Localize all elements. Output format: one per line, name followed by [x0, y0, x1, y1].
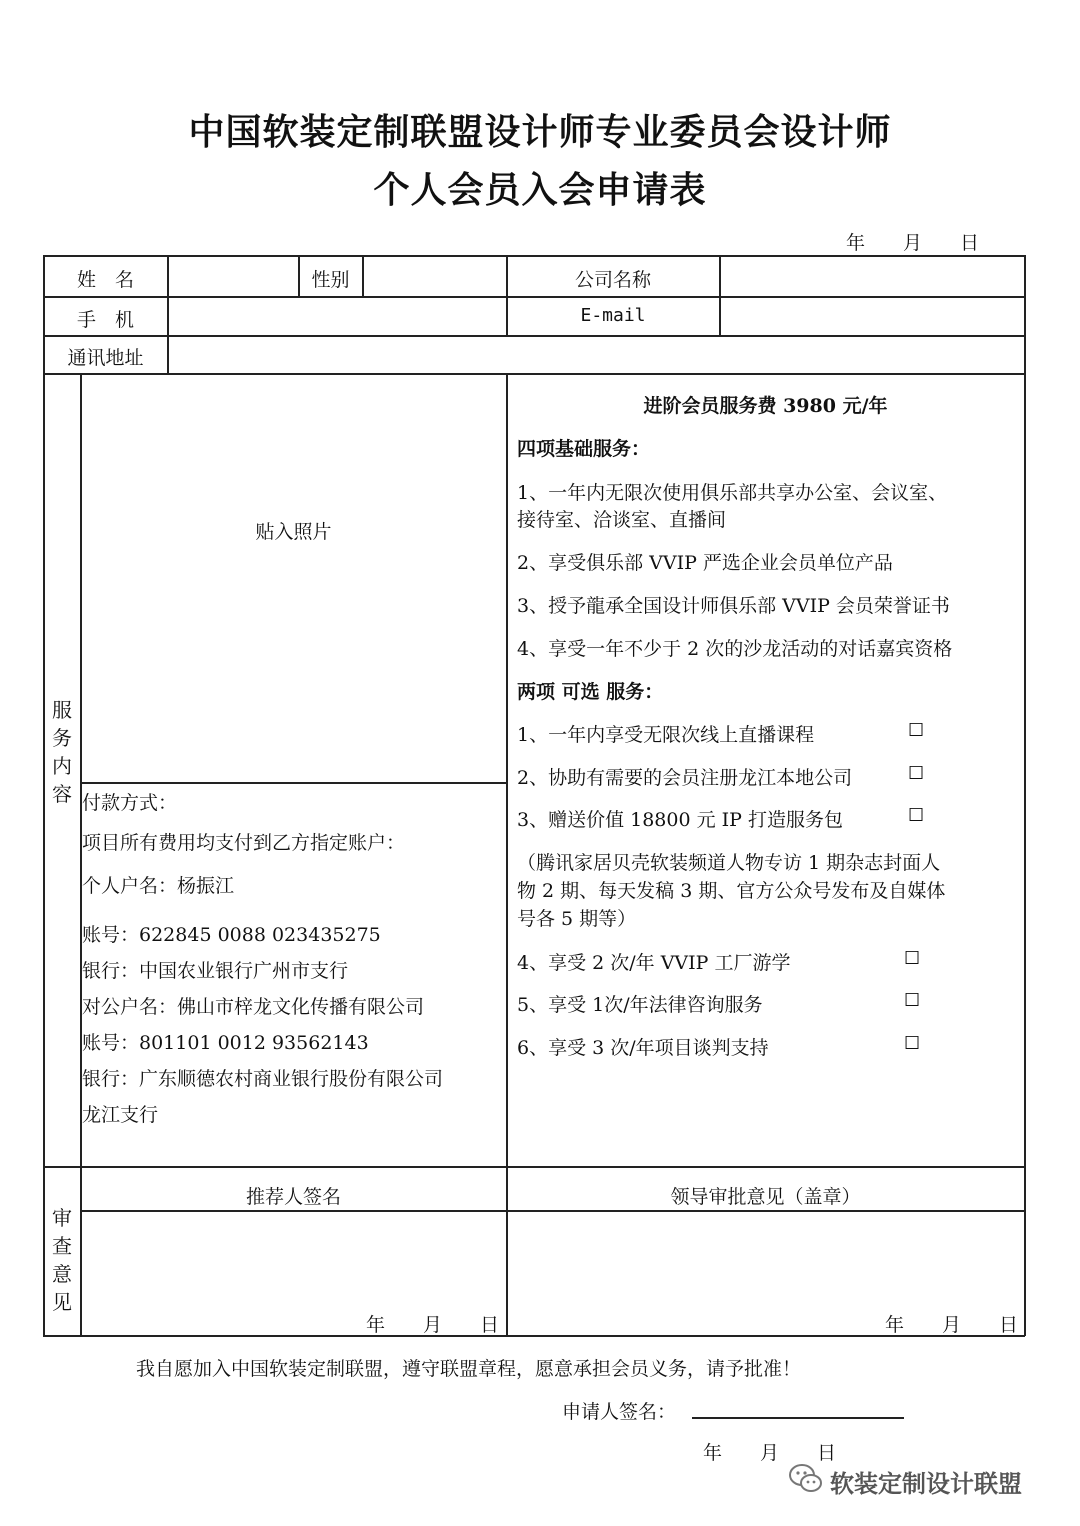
payment-line-2: 个人户名：杨振江 — [82, 875, 235, 897]
payment-title: 付款方式： — [82, 792, 178, 814]
optional-item-5: 5、享受 1次/年法律咨询服务 — [517, 994, 763, 1016]
payment-line-6: 账号：801101 0012 93562143 — [82, 1032, 369, 1054]
applicant-signature-label: 申请人签名： — [562, 1401, 677, 1423]
referrer-signature-area[interactable] — [82, 1212, 505, 1306]
optional-item-3: 3、赠送价值 18800 元 IP 打造服务包 — [517, 809, 843, 831]
optional-note-line-1: （腾讯家居贝壳软装频道人物专访 1 期杂志封面人 — [517, 852, 941, 874]
address-field[interactable] — [169, 337, 1023, 372]
optional-item-6-checkbox[interactable]: ☐ — [904, 1033, 921, 1054]
payment-line-8: 龙江支行 — [82, 1104, 159, 1126]
statement-text: 我自愿加入中国软装定制联盟，遵守联盟章程，愿意承担会员义务，请予批准！ — [136, 1358, 802, 1380]
applicant-signature-line[interactable] — [692, 1417, 904, 1419]
service-side-label: 服 务 内 容 — [52, 698, 72, 806]
optional-note-line-3: 号各 5 期等） — [517, 908, 637, 930]
company-field[interactable] — [721, 258, 1023, 295]
email-label: E-mail — [580, 305, 646, 326]
phone-field[interactable] — [169, 298, 505, 334]
optional-item-5-checkbox[interactable]: ☐ — [904, 990, 921, 1011]
basic-item-4: 4、享受一年不少于 2 次的沙龙活动的对话嘉宾资格 — [517, 638, 953, 660]
optional-note-line-2: 物 2 期、每天发稿 3 期、官方公众号发布及自媒体 — [517, 880, 946, 902]
basic-item-1b: 接待室、洽谈室、直播间 — [517, 509, 727, 531]
payment-line-5: 对公户名：佛山市梓龙文化传播有限公司 — [82, 996, 425, 1018]
optional-item-3-checkbox[interactable]: ☐ — [908, 805, 925, 826]
fee-line: 进阶会员服务费 3980 元/年 — [643, 395, 888, 417]
address-label: 通讯地址 — [67, 347, 144, 369]
optional-item-6: 6、享受 3 次/年项目谈判支持 — [517, 1037, 769, 1059]
optional-item-4: 4、享受 2 次/年 VVIP 工厂游学 — [517, 952, 791, 974]
basic-item-3: 3、授予龍承全国设计师俱乐部 VVIP 会员荣誉证书 — [517, 595, 950, 617]
company-label: 公司名称 — [574, 269, 651, 291]
email-field[interactable] — [721, 298, 1023, 334]
optional-item-1: 1、一年内享受无限次线上直播课程 — [517, 724, 815, 746]
optional-item-4-checkbox[interactable]: ☐ — [904, 948, 921, 969]
photo-label: 贴入照片 — [255, 521, 332, 543]
gender-label: 性别 — [311, 269, 350, 291]
phone-label: 手 机 — [76, 309, 134, 331]
watermark-text: 软装定制设计联盟 — [830, 1470, 1022, 1498]
review-date-left: 年 月 日 — [366, 1314, 500, 1336]
leader-approval-label: 领导审批意见（盖章） — [670, 1186, 861, 1208]
optional-services-title: 两项 可选 服务： — [517, 681, 664, 703]
referrer-signature-label: 推荐人签名 — [245, 1186, 341, 1208]
review-date-right: 年 月 日 — [885, 1314, 1019, 1336]
gender-field[interactable] — [364, 258, 505, 295]
basic-services-title: 四项基础服务： — [517, 438, 651, 460]
optional-item-2: 2、协助有需要的会员注册龙江本地公司 — [517, 767, 853, 789]
leader-approval-area[interactable] — [508, 1212, 1023, 1306]
footer-date: 年 月 日 — [703, 1442, 837, 1464]
name-field[interactable] — [169, 258, 297, 295]
payment-line-1: 项目所有费用均支付到乙方指定账户： — [82, 832, 406, 854]
optional-item-2-checkbox[interactable]: ☐ — [908, 763, 925, 784]
name-label: 姓 名 — [76, 269, 134, 291]
payment-line-4: 银行：中国农业银行广州市支行 — [82, 960, 349, 982]
payment-line-7: 银行：广东顺德农村商业银行股份有限公司 — [82, 1068, 444, 1090]
basic-item-1a: 1、一年内无限次使用俱乐部共享办公室、会议室、 — [517, 482, 948, 504]
review-side-label: 审 查 意 见 — [52, 1206, 72, 1314]
page-title: 中国软装定制联盟设计师专业委员会设计师 — [188, 111, 892, 153]
basic-item-2: 2、享受俱乐部 VVIP 严选企业会员单位产品 — [517, 552, 893, 574]
optional-item-1-checkbox[interactable]: ☐ — [908, 720, 925, 741]
page-subtitle: 个人会员入会申请表 — [373, 169, 707, 211]
payment-line-3: 账号：622845 0088 023435275 — [82, 924, 381, 946]
date-top: 年 月 日 — [846, 232, 980, 254]
wechat-icon — [788, 1462, 824, 1496]
